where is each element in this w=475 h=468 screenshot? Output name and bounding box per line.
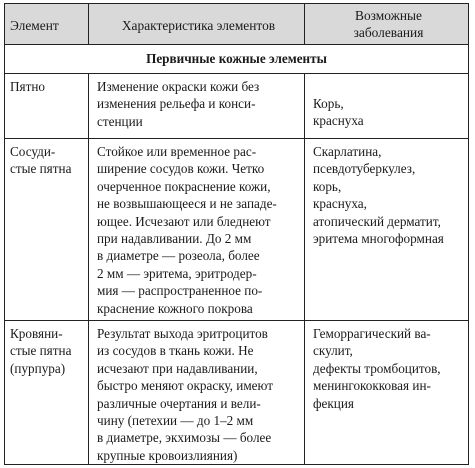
- table-row: [5, 139, 468, 321]
- disease-line: скулит,: [313, 343, 353, 359]
- description-line: в диаметре, экхимозы — более: [97, 430, 272, 446]
- diseases-cell: [305, 74, 468, 138]
- header-diseases: [305, 4, 468, 44]
- description-line: из сосудов в ткань кожи. Не: [97, 343, 254, 359]
- section-title: Первичные кожные элементы: [146, 51, 327, 66]
- element-cell: [5, 139, 89, 320]
- header-diseases-line: Возможные: [355, 8, 422, 23]
- element-line: (пурпура): [10, 360, 66, 376]
- description-line: краснение кожного покрова: [97, 300, 253, 316]
- description-line: не возвышающееся и не западе-: [97, 196, 277, 212]
- disease-line: Скарлатина,: [313, 144, 382, 159]
- element-cell: [5, 74, 89, 138]
- diseases-cell: [305, 321, 468, 464]
- header-characteristics: [89, 4, 305, 44]
- description-cell: [89, 321, 305, 464]
- description-cell: [89, 74, 305, 138]
- description-line: очерченное покраснение кожи,: [97, 178, 271, 194]
- description-cell: [89, 139, 305, 320]
- element-line: Сосуди-: [10, 144, 56, 159]
- element-line: Пятно: [10, 79, 46, 94]
- description-line: изменения рельефа и конси-: [97, 96, 256, 112]
- disease-line: эритема многоформная: [313, 231, 444, 247]
- description-line: ющее. Исчезают или бледнеют: [97, 213, 271, 229]
- disease-line: фекция: [313, 395, 354, 411]
- description-line: различные очертания и вели-: [97, 395, 261, 411]
- element-line: стые пятна: [10, 343, 72, 359]
- table-row: [5, 321, 468, 464]
- disease-line: краснуха,: [313, 196, 367, 212]
- element-cell: [5, 321, 89, 464]
- disease-table: [4, 3, 469, 465]
- description-line: крупные кровоизлияния): [97, 447, 238, 463]
- disease-line: Корь,: [313, 96, 344, 111]
- header-element: [5, 4, 89, 44]
- disease-line: корь,: [313, 178, 342, 194]
- description-line: Результат выхода эритроцитов: [97, 326, 268, 341]
- description-line: быстро меняют окраску, имеют: [97, 378, 273, 394]
- description-line: в диаметре — розеола, более: [97, 248, 260, 264]
- element-line: Кровяни-: [10, 326, 63, 341]
- disease-line: атопический дерматит,: [313, 213, 441, 229]
- description-line: мия — распространенное по-: [97, 283, 263, 299]
- header-diseases-line: заболевания: [353, 25, 424, 40]
- element-line: стые пятна: [10, 161, 72, 177]
- description-line: Стойкое или временное рас-: [97, 144, 257, 159]
- header-characteristics-label: Характеристика элементов: [121, 18, 276, 34]
- disease-line: дефекты тромбоцитов,: [313, 360, 441, 376]
- header-element-label: Элемент: [10, 18, 59, 34]
- diseases-cell: [305, 139, 468, 320]
- description-line: ширение сосудов кожи. Четко: [97, 161, 265, 177]
- table-row: [5, 74, 468, 139]
- description-line: Изменение окраски кожи без: [97, 79, 260, 94]
- description-line: при надавливании. До 2 мм: [97, 231, 252, 247]
- table-header: [5, 4, 468, 45]
- disease-line: менингококковая ин-: [313, 378, 431, 394]
- disease-line: краснуха: [313, 113, 364, 129]
- description-line: стенции: [97, 113, 143, 129]
- disease-line: псевдотуберкулез,: [313, 161, 416, 177]
- description-line: чину (петехии — до 1–2 мм: [97, 413, 254, 429]
- description-line: исчезают при надавливании,: [97, 360, 258, 376]
- disease-line: Геморрагический ва-: [313, 326, 431, 341]
- description-line: 2 мм — эритема, эритродер-: [97, 265, 257, 281]
- section-row: [5, 45, 468, 74]
